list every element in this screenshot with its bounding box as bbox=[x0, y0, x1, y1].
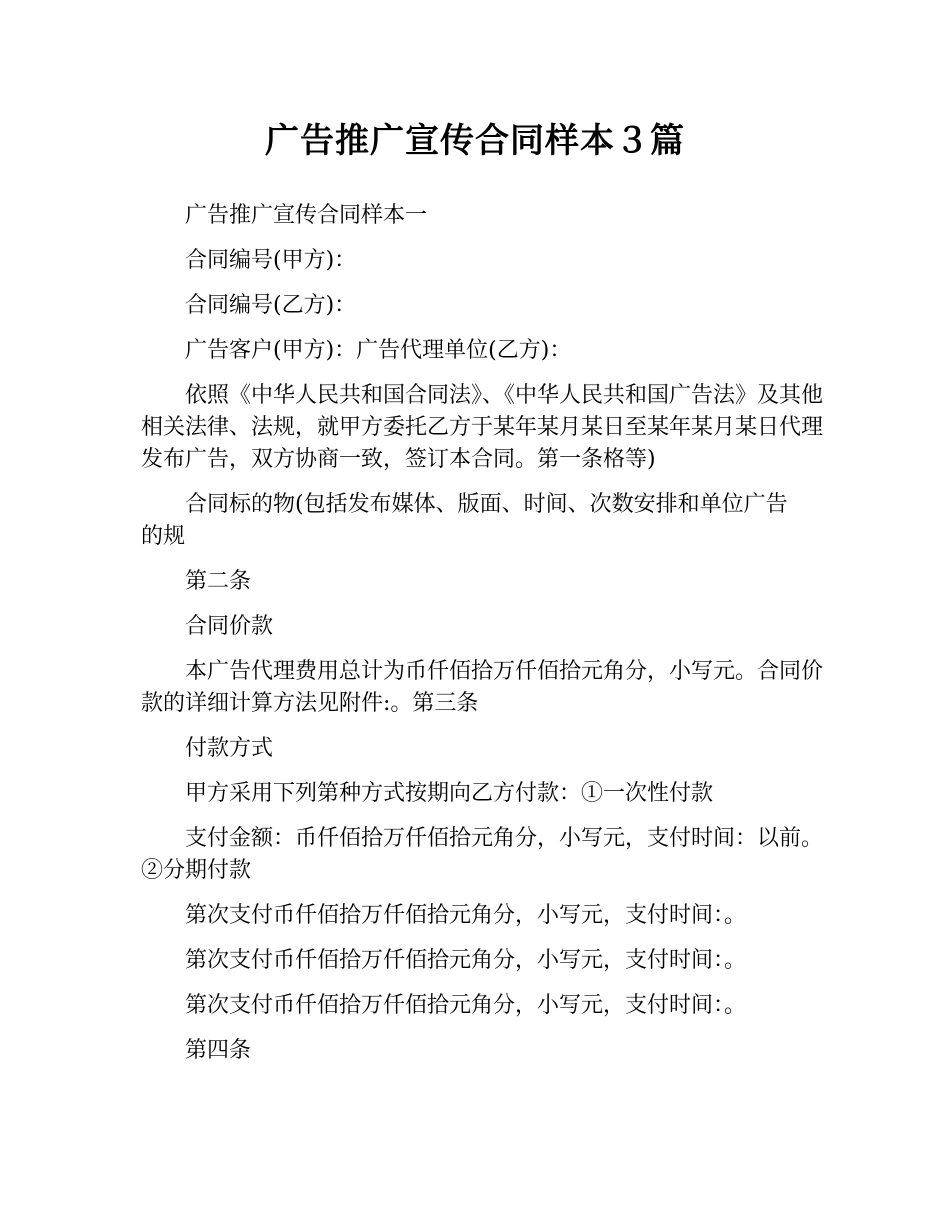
paragraph-payment-method-heading: 付款方式 bbox=[185, 736, 274, 761]
paragraph-contract-price: 本广告代理费用总计为币仟佰拾万仟佰拾元角分，小写元。合同价款的详细计算方法见附件:。第三条 bbox=[141, 659, 824, 716]
paragraph-article-four: 第四条 bbox=[185, 1038, 252, 1063]
document-body bbox=[141, 200, 823, 1080]
paragraph-contract-number-party-a: 合同编号(甲方)： bbox=[185, 248, 357, 273]
paragraph-installment-3: 第次支付币仟佰拾万仟佰拾元角分，小写元，支付时间：。 bbox=[185, 993, 747, 1018]
paragraph-article-two: 第二条 bbox=[185, 569, 252, 594]
paragraph-preamble: 依照《中华人民共和国合同法》、《中华人民共和国广告法》及其他相关法律、法规，就甲方委托乙方于某年某月某日至某年某月某日代理发布广告，双方协商一致，签订本合同。第一条格等) bbox=[141, 383, 824, 472]
paragraph-installment-2: 第次支付币仟佰拾万仟佰拾元角分，小写元，支付时间：。 bbox=[185, 948, 747, 973]
paragraph-parties: 广告客户(甲方)：广告代理单位(乙方)： bbox=[185, 338, 572, 363]
paragraph-contract-price-heading: 合同价款 bbox=[185, 614, 274, 639]
paragraph-contract-number-party-b: 合同编号(乙方)： bbox=[185, 293, 357, 318]
paragraph-subject-matter: 合同标的物(包括发布媒体、版面、时间、次数安排和单位广告的规 bbox=[141, 492, 788, 549]
paragraph-payment-options: 甲方采用下列第种方式按期向乙方付款：①一次性付款 bbox=[185, 781, 714, 806]
paragraph-installment-1: 第次支付币仟佰拾万仟佰拾元角分，小写元，支付时间：。 bbox=[185, 903, 747, 928]
paragraph-payment-amount: 支付金额：币仟佰拾万仟佰拾元角分，小写元，支付时间：以前。②分期付款 bbox=[141, 826, 824, 883]
paragraph-sample-heading: 广告推广宣传合同样本一 bbox=[185, 203, 428, 228]
document-title: 广告推广宣传合同样本３篇 bbox=[265, 121, 685, 161]
